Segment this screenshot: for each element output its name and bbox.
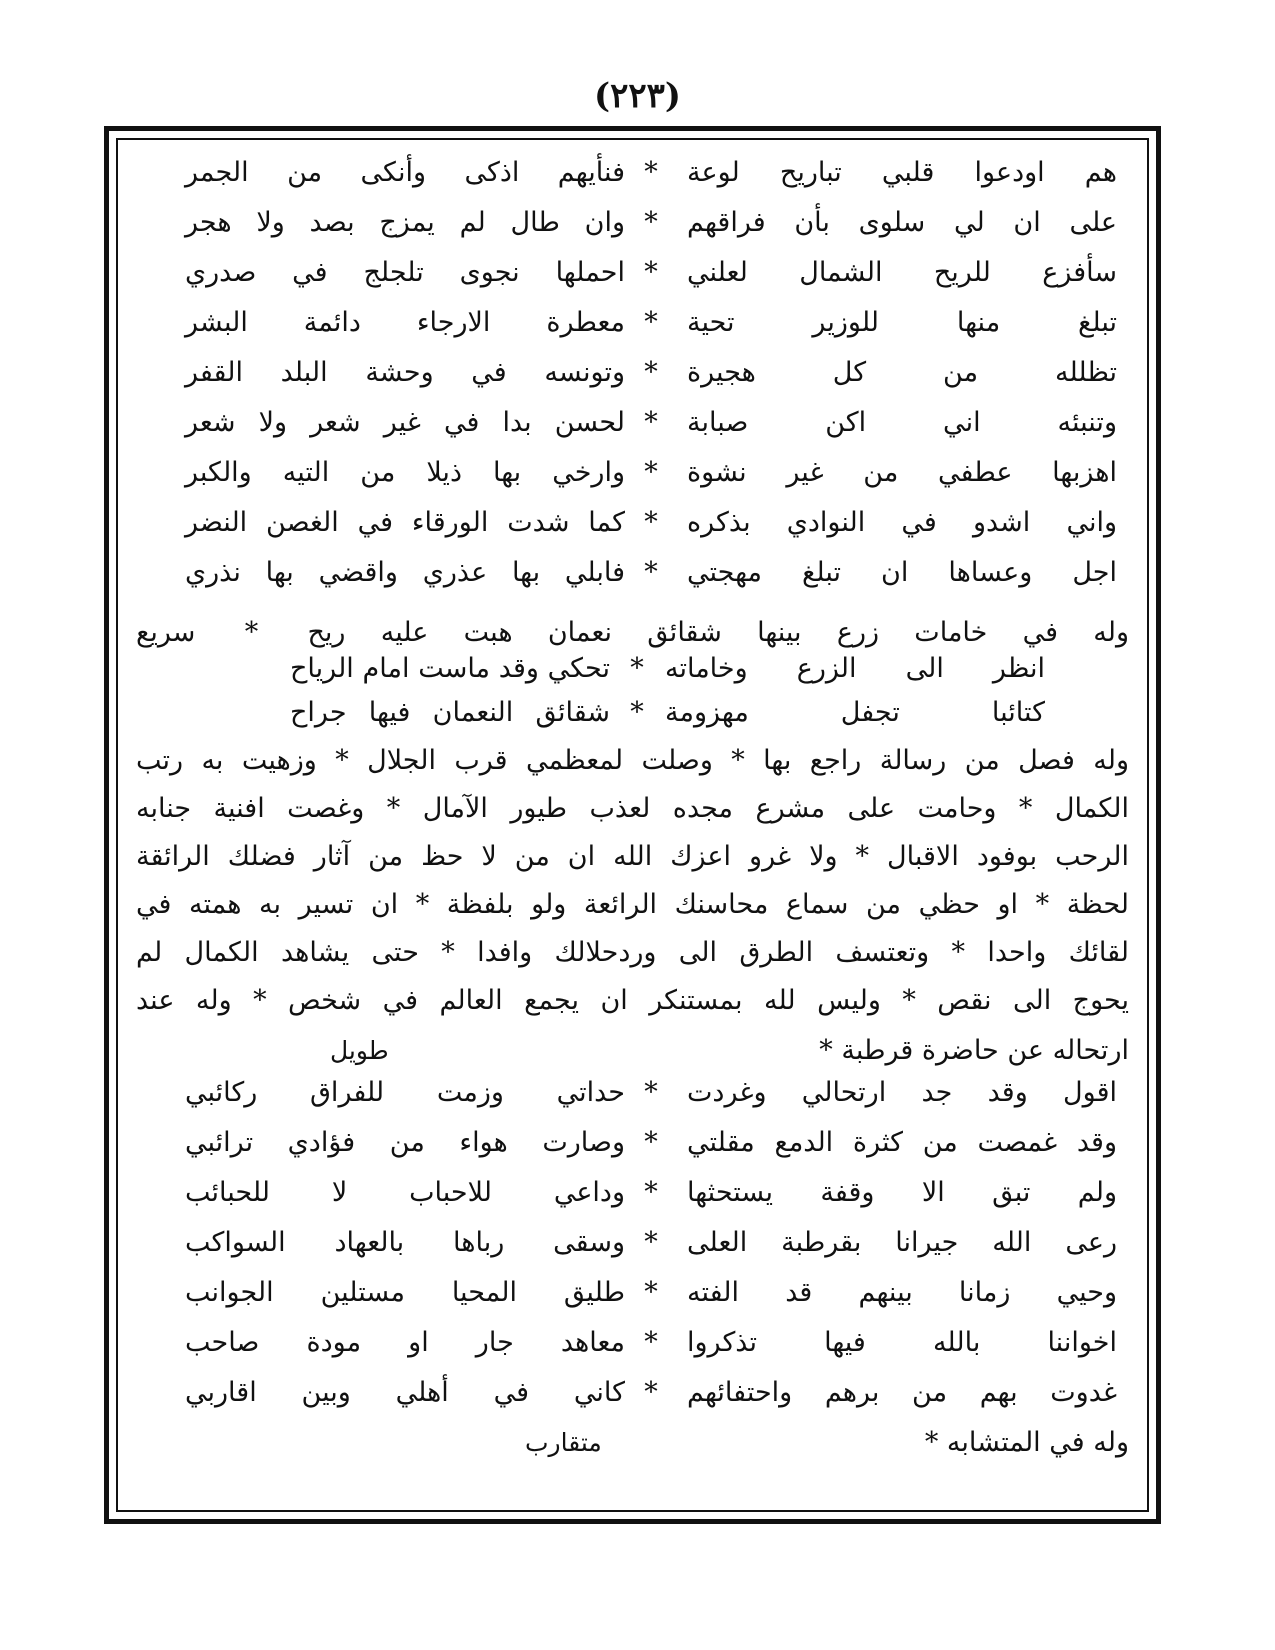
verse-separator: * xyxy=(244,617,259,648)
verse-line xyxy=(130,300,1135,346)
verse-line xyxy=(130,1270,1135,1316)
hemistich-first: وتنبئه اني اكن صبابة xyxy=(687,407,1117,438)
verse-separator: * xyxy=(644,507,658,538)
prose-line: يحوج الى نقص * وليس لله بمستنكر ان يجمع العالم في شخص * وله عند xyxy=(136,985,1129,1016)
hemistich-second: معطرة الارجاء دائمة البشر xyxy=(185,307,625,338)
verse-line xyxy=(130,150,1135,196)
prose-line: الكمال * وحامت على مشرع مجده لعذب طيور الآمال * وغصت افنية جنابه xyxy=(136,793,1129,824)
verse-line xyxy=(130,1320,1135,1366)
hemistich-first: سأفزع للريح الشمال لعلني xyxy=(687,257,1117,288)
verse-line xyxy=(130,200,1135,246)
hemistich-first: اقول وقد جد ارتحالي وغردت xyxy=(687,1077,1117,1108)
hemistich-first: على ان لي سلوى بأن فراقهم xyxy=(687,207,1117,238)
verse-separator: * xyxy=(644,1277,658,1308)
closing-text: وله في المتشابه * xyxy=(924,1427,1129,1458)
hemistich-first: تظلله من كل هجيرة xyxy=(687,357,1117,388)
verse-separator: * xyxy=(644,207,658,238)
hemistich-second: معاهد جار او مودة صاحب xyxy=(185,1327,625,1358)
verse-line xyxy=(130,690,1135,736)
verse-line xyxy=(130,500,1135,546)
verse-line xyxy=(130,350,1135,396)
hemistich-first: رعى الله جيرانا بقرطبة العلى xyxy=(687,1227,1117,1258)
hemistich-second: وداعي للاحباب لا للحبائب xyxy=(185,1177,625,1208)
hemistich-second: تحكي وقد ماست امام الرياح xyxy=(290,653,610,684)
prose-line: وله فصل من رسالة راجع بها * وصلت لمعظمي قرب الجلال * وزهيت به رتب xyxy=(136,745,1129,776)
hemistich-second: فنأيهم اذكى وأنكى من الجمر xyxy=(185,157,625,188)
hemistich-second: طليق المحيا مستلين الجوانب xyxy=(185,1277,625,1308)
closing-line xyxy=(130,1420,1135,1466)
meter-label: متقارب xyxy=(525,1428,602,1457)
verse-separator: * xyxy=(644,307,658,338)
prose-line: لحظة * او حظي من سماع محاسنك الرائعة ولو بلفظة * ان تسير به همته في xyxy=(136,889,1129,920)
verse-line xyxy=(130,400,1135,446)
verse-separator: * xyxy=(644,457,658,488)
verse-line xyxy=(130,450,1135,496)
prose-line: لقائك واحدا * وتعتسف الطرق الى وردحلالك وافدا * حتى يشاهد الكمال لم xyxy=(136,937,1129,968)
hemistich-second: وتونسه في وحشة البلد القفر xyxy=(185,357,625,388)
hemistich-second: حداتي وزمت للفراق ركائبي xyxy=(185,1077,625,1108)
verse-separator: * xyxy=(630,697,644,728)
verse-separator: * xyxy=(644,157,658,188)
hemistich-first: تبلغ منها للوزير تحية xyxy=(687,307,1117,338)
hemistich-first: اهزبها عطفي من غير نشوة xyxy=(687,457,1117,488)
verse-line xyxy=(130,250,1135,296)
hemistich-second: لحسن بدا في غير شعر ولا شعر xyxy=(185,407,625,438)
hemistich-first: ولم تبق الا وقفة يستحثها xyxy=(687,1177,1117,1208)
verse-separator: * xyxy=(644,1127,658,1158)
verse-line xyxy=(130,646,1135,692)
hemistich-second: وارخي بها ذيلا من التيه والكبر xyxy=(185,457,625,488)
verse-line xyxy=(130,1120,1135,1166)
hemistich-second: وصارت هواء من فؤادي ترائبي xyxy=(185,1127,625,1158)
hemistich-first: كتائبا تجفل مهزومة xyxy=(665,697,1045,728)
verse-separator: * xyxy=(644,1327,658,1358)
verse-separator: * xyxy=(644,1177,658,1208)
hemistich-first: وقد غمصت من كثرة الدمع مقلتي xyxy=(687,1127,1117,1158)
verse-line xyxy=(130,1220,1135,1266)
verse-separator: * xyxy=(630,653,644,684)
hemistich-first: اجل وعساها ان تبلغ مهجتي xyxy=(687,557,1117,588)
intro-text: وله في خامات زرع بينها شقائق نعمان هبت عليه ريح xyxy=(307,617,1130,648)
prose-last-line xyxy=(130,1028,1135,1074)
verse-separator: * xyxy=(644,1377,658,1408)
verse-separator: * xyxy=(644,557,658,588)
prose-line: الرحب بوفود الاقبال * ولا غرو اعزك الله ان من لا حظ من آثار فضلك الرائقة xyxy=(136,841,1129,872)
verse-line xyxy=(130,1170,1135,1216)
hemistich-second: كاني في أهلي وبين اقاربي xyxy=(185,1377,625,1408)
hemistich-first: هم اودعوا قلبي تباريح لوعة xyxy=(687,157,1117,188)
verse-separator: * xyxy=(644,1077,658,1108)
verse-line xyxy=(130,1370,1135,1416)
verse-separator: * xyxy=(644,407,658,438)
verse-separator: * xyxy=(644,1227,658,1258)
hemistich-first: انظر الى الزرع وخاماته xyxy=(665,653,1045,684)
hemistich-second: وسقى رباها بالعهاد السواكب xyxy=(185,1227,625,1258)
hemistich-first: اخواننا بالله فيها تذكروا xyxy=(687,1327,1117,1358)
meter-label: طويل xyxy=(330,1036,389,1065)
hemistich-second: وان طال لم يمزج بصد ولا هجر xyxy=(185,207,625,238)
verse-separator: * xyxy=(644,357,658,388)
hemistich-first: وحيي زمانا بينهم قد الفته xyxy=(687,1277,1117,1308)
hemistich-second: فابلي بها عذري واقضي بها نذري xyxy=(185,557,625,588)
verse-separator: * xyxy=(644,257,658,288)
hemistich-second: كما شدت الورقاء في الغصن النضر xyxy=(185,507,625,538)
meter-label: سريع xyxy=(136,617,196,648)
page-content xyxy=(130,150,1135,1500)
verse-line xyxy=(130,550,1135,596)
prose-last-text: ارتحاله عن حاضرة قرطبة * xyxy=(819,1035,1129,1066)
hemistich-second: احملها نجوى تلجلج في صدري xyxy=(185,257,625,288)
hemistich-first: غدوت بهم من برهم واحتفائهم xyxy=(687,1377,1117,1408)
hemistich-second: شقائق النعمان فيها جراح xyxy=(290,697,610,728)
hemistich-first: واني اشدو في النوادي بذكره xyxy=(687,507,1117,538)
verse-line xyxy=(130,1070,1135,1116)
page-number: (٢٢٣) xyxy=(594,76,681,116)
